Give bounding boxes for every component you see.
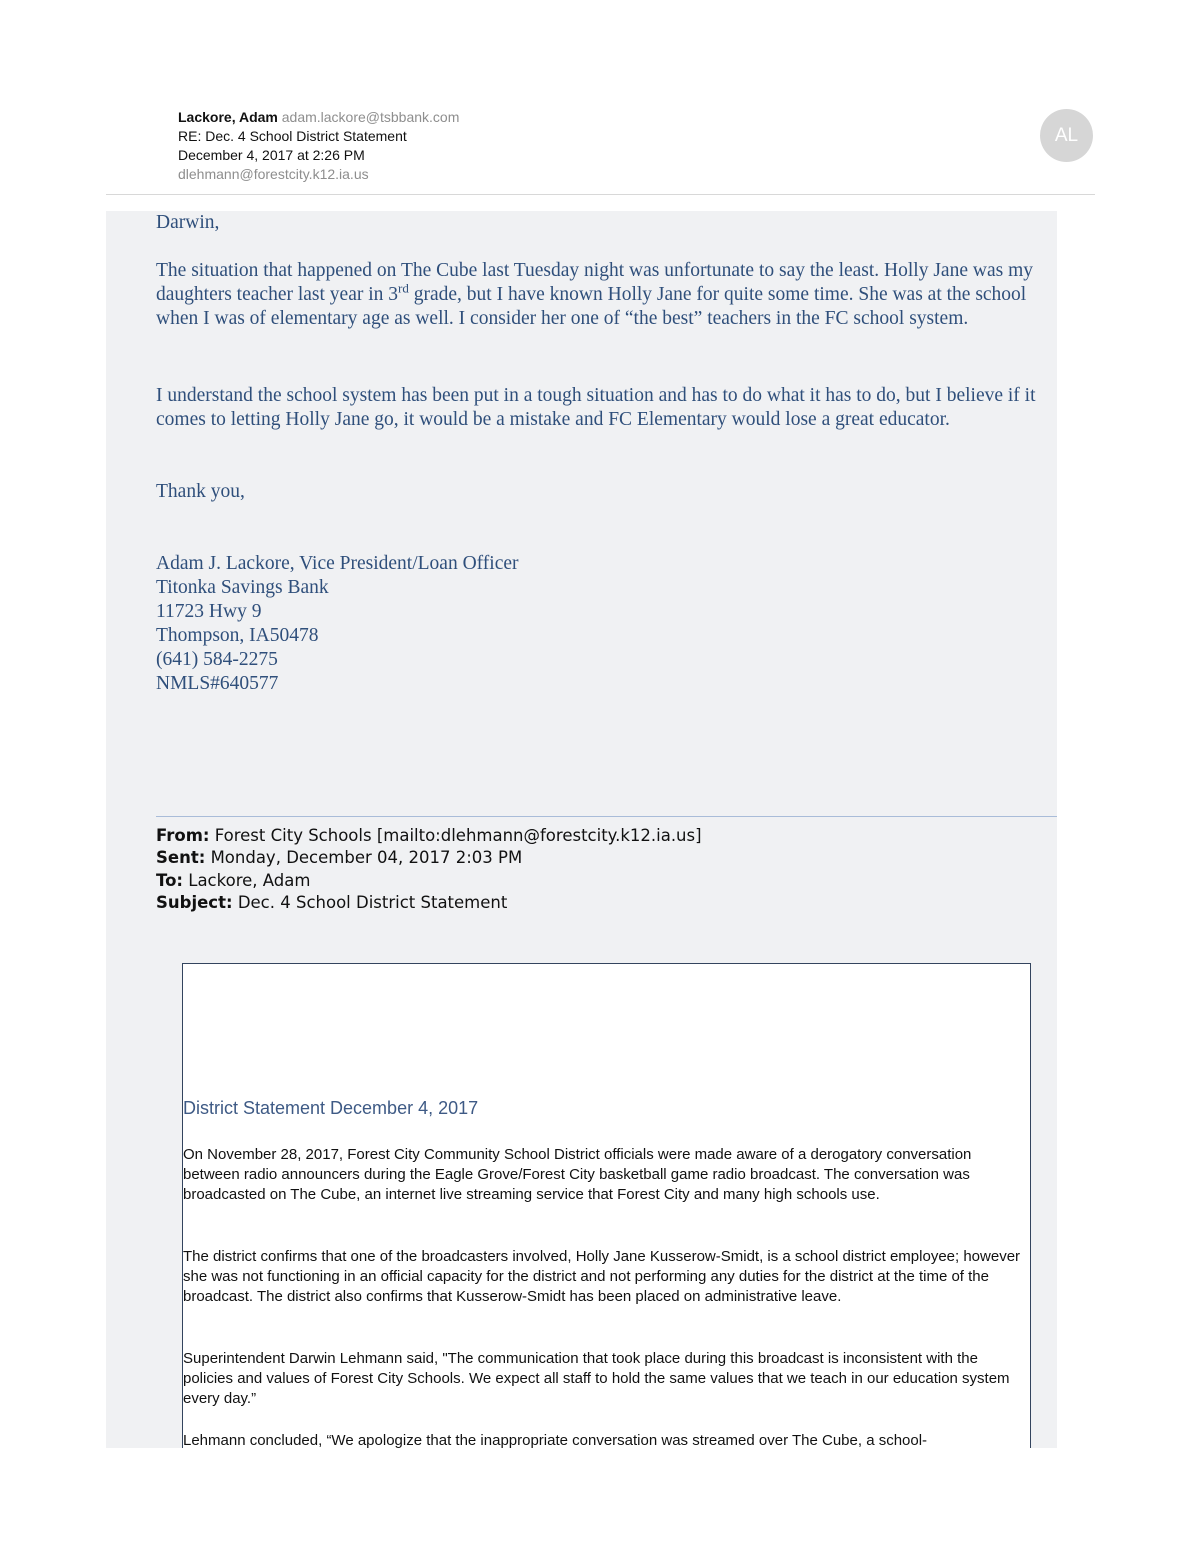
reply-paragraph-1-part-2: grade, but I have known Holly Jane for quite some time. She was at the school when I was of elementary age as well. I consider her one of “the best” teachers in the FC school system. xyxy=(156,284,1027,329)
statement-paragraph: The district confirms that one of the broadcasters involved, Holly Jane Kusserow-Smidt, is a school district employee; however she was not functioning in an official capacity for the district and not performing any duties for the district at the time of the broadcast. The district also confirms that Kusserow-Smidt has been placed on administrative leave. xyxy=(183,1248,1021,1305)
signature-line: Thompson, IA50478 xyxy=(156,625,319,646)
date-value: December 4, 2017 at 2:26 PM xyxy=(178,147,365,163)
greeting: Darwin, xyxy=(156,212,220,233)
statement-paragraph: Superintendent Darwin Lehmann said, "The communication that took place during this broadcast is inconsistent with the policies and values of Forest City Schools. We expect all staff to hold the same values that we teach in our education system every day.” xyxy=(183,1350,1010,1407)
ordinal-suffix: rd xyxy=(398,280,409,296)
forward-divider xyxy=(156,816,1057,817)
sender-email[interactable]: adam.lackore@tsbbank.com xyxy=(281,109,460,125)
forwarded-from xyxy=(156,825,702,848)
signature-line: Adam J. Lackore, Vice President/Loan Officer xyxy=(156,553,519,574)
reply-paragraph-1-part-1: The situation that happened on The Cube last Tuesday night was unfortunate to say the least. Holly Jane was my daughters teacher last year in 3 xyxy=(156,260,1033,305)
forwarded-to-value: Lackore, Adam xyxy=(188,871,311,890)
forwarded-subject-label: Subject: xyxy=(156,893,233,912)
forwarded-sent xyxy=(156,847,522,870)
district-statement-box xyxy=(182,963,1031,1448)
forwarded-subject xyxy=(156,892,507,915)
forwarded-from-label: From: xyxy=(156,826,210,845)
reply-paragraph-1 xyxy=(156,259,1056,331)
recipient-email[interactable]: dlehmann@forestcity.k12.ia.us xyxy=(178,166,369,182)
forwarded-to-label: To: xyxy=(156,871,183,890)
message-body xyxy=(106,211,1057,1448)
signature-line: (641) 584-2275 xyxy=(156,649,278,670)
forwarded-to xyxy=(156,870,310,893)
from-value xyxy=(178,108,459,127)
reply-paragraph-2: I understand the school system has been put in a tough situation and has to do what it has to do, but I believe if it comes to letting Holly Jane go, it would be a mistake and FC Elementary would lose a great educator. xyxy=(156,385,1036,430)
forwarded-subject-value: Dec. 4 School District Statement xyxy=(237,893,508,912)
closing: Thank you, xyxy=(156,481,245,502)
signature-line: NMLS#640577 xyxy=(156,673,279,694)
forwarded-sent-label: Sent: xyxy=(156,848,206,867)
subject-value: RE: Dec. 4 School District Statement xyxy=(178,128,407,144)
statement-paragraph: On November 28, 2017, Forest City Community School District officials were made aware of a derogatory conversation between radio announcers during the Eagle Grove/Forest City basketball game radio broadcast. The conversation was broadcasted on The Cube, an internet live streaming service that Forest City and many high schools use. xyxy=(183,1146,972,1203)
statement-title: District Statement December 4, 2017 xyxy=(183,1098,479,1118)
statement-paragraph: Lehmann concluded, “We apologize that the inappropriate conversation was streamed over The Cube, a school- xyxy=(183,1432,928,1448)
sender-name: Lackore, Adam xyxy=(178,109,278,125)
forwarded-from-value[interactable]: Forest City Schools [mailto:dlehmann@forestcity.k12.ia.us] xyxy=(214,826,702,845)
forwarded-sent-value: Monday, December 04, 2017 2:03 PM xyxy=(210,848,523,867)
signature-line: 11723 Hwy 9 xyxy=(156,601,262,622)
avatar: AL xyxy=(1040,109,1093,162)
signature-line: Titonka Savings Bank xyxy=(156,577,329,598)
header-divider xyxy=(106,194,1095,195)
